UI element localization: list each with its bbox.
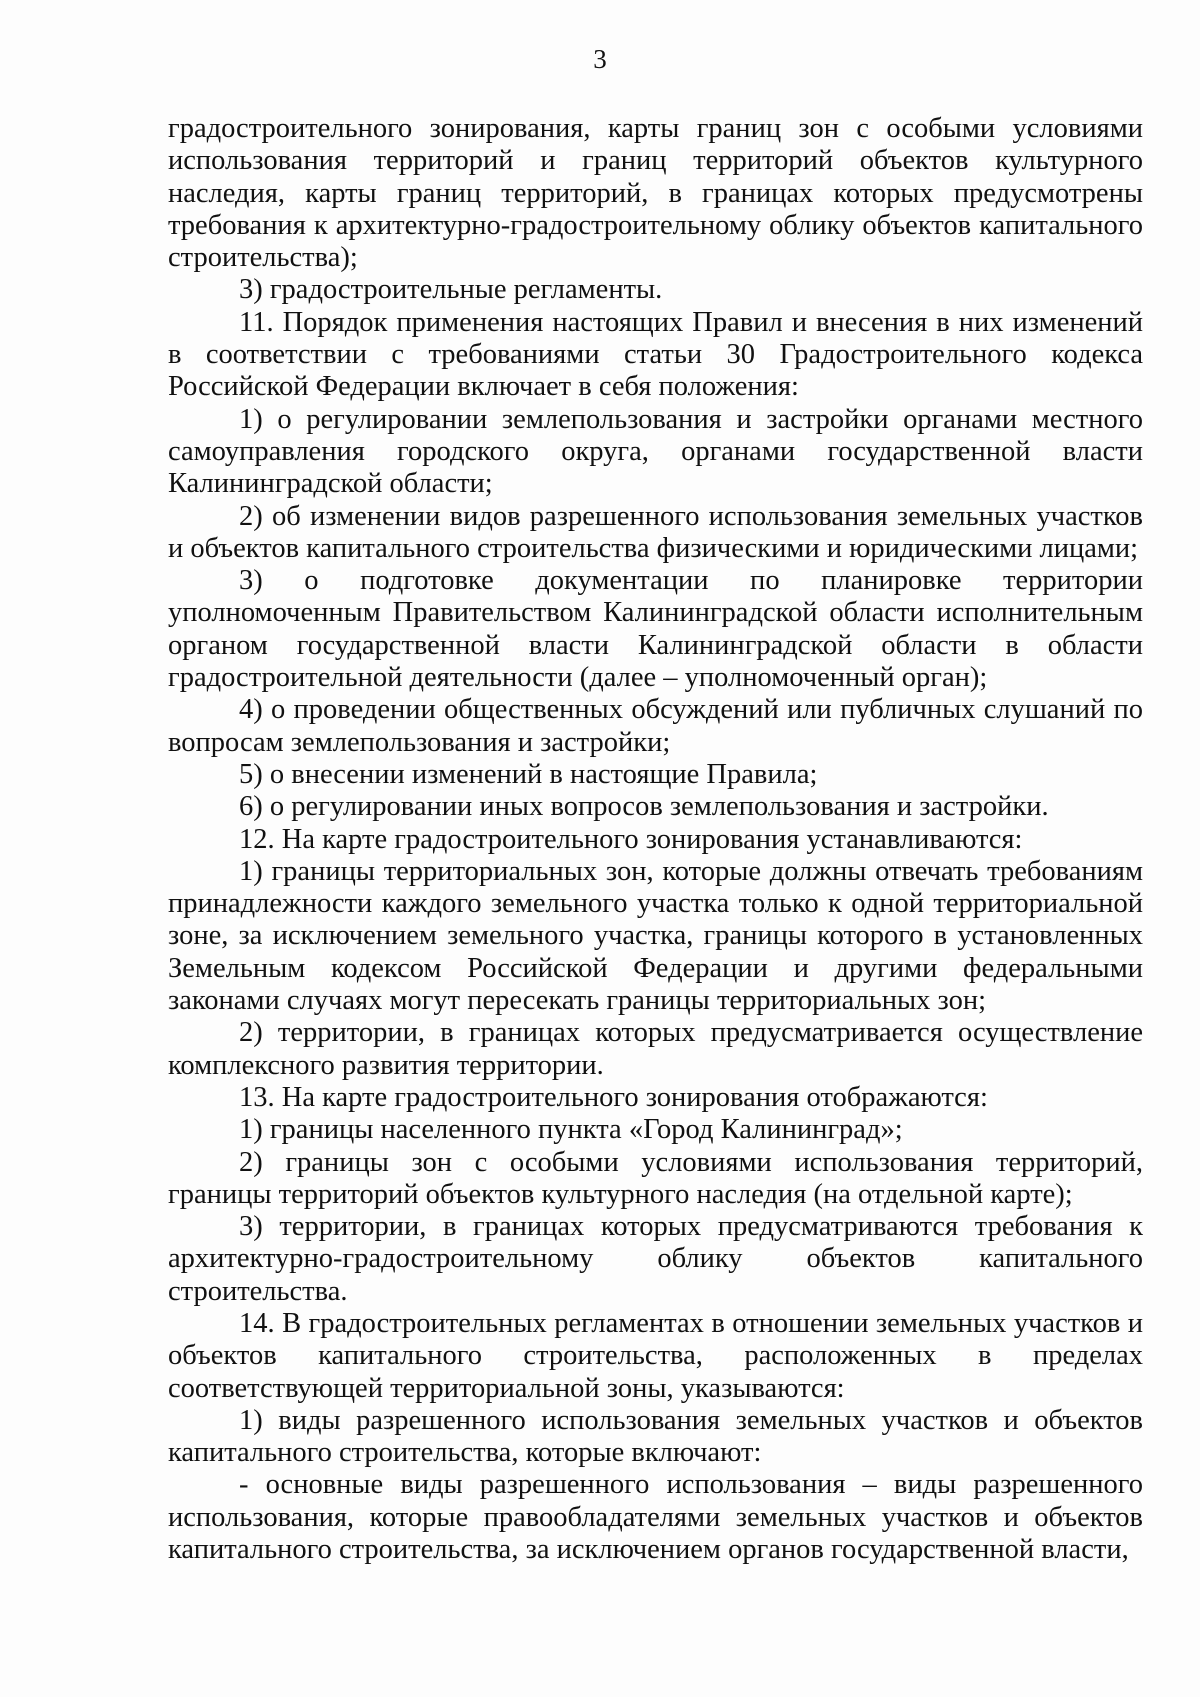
paragraph-13-item-1: 1) границы населенного пункта «Город Калининград»; <box>239 1114 903 1146</box>
paragraph-11-item-3: 3) о подготовке документации по планировке территории уполномоченным Правительством Калининградской области исполнительным органом государственной власти Калининградской области в области градостроительной деятельности (далее – уполномоченный орган); <box>168 565 1143 694</box>
paragraph-11: 11. Порядок применения настоящих Правил и внесения в них изменений в соответствии с требованиями статьи 30 Градостроительного кодекса Российской Федерации включает в себя положения: <box>168 306 1143 403</box>
paragraph-14-item-1: 1) виды разрешенного использования земельных участков и объектов капитального строительства, которые включают: <box>168 1404 1143 1469</box>
paragraph-12: 12. На карте градостроительного зонирования устанавливаются: <box>239 823 1023 855</box>
paragraph-11-item-4: 4) о проведении общественных обсуждений или публичных слушаний по вопросам землепользования и застройки; <box>168 694 1143 758</box>
paragraph-13: 13. На карте градостроительного зонирования отображаются: <box>239 1081 988 1113</box>
paragraph-14: 14. В градостроительных регламентах в отношении земельных участков и объектов капитального строительства, расположенных в пределах соответствующей территориальной зоны, указываются: <box>168 1307 1143 1404</box>
paragraph-14-item-1-bullet: - основные виды разрешенного использования – виды разрешенного использования, которые правообладателями земельных участков и объектов капитального строительства, за исключением органов государственной власти, <box>168 1469 1143 1566</box>
paragraph-continuation: градостроительного зонирования, карты границ зон с особыми условиями использования территорий и границ территорий объектов культурного наследия, карты границ территорий, в границах которых предусмотрены требования к архитектурно-градостроительному облику объектов капитального строительства); <box>168 113 1143 274</box>
document-body <box>168 113 1143 1566</box>
paragraph-11-item-1: 1) о регулировании землепользования и застройки органами местного самоуправления городского округа, органами государственной власти Калининградской области; <box>168 403 1143 500</box>
paragraph-11-item-6: 6) о регулировании иных вопросов землепользования и застройки. <box>239 791 1049 823</box>
paragraph-12-item-1: 1) границы территориальных зон, которые должны отвечать требованиям принадлежности каждого земельного участка только к одной территориальной зоне, за исключением земельного участка, границы которого в установленных Земельным кодексом Российской Федерации и другими федеральными законами случаях могут пересекать границы территориальных зон; <box>168 855 1143 1017</box>
page-number: 3 <box>593 44 607 74</box>
paragraph-11-item-5: 5) о внесении изменений в настоящие Правила; <box>239 758 818 790</box>
paragraph-13-item-2: 2) границы зон с особыми условиями использования территорий, границы территорий объектов культурного наследия (на отдельной карте); <box>168 1146 1143 1210</box>
paragraph-13-item-3: 3) территории, в границах которых предусматриваются требования к архитектурно-градостроительному облику объектов капитального строительства. <box>168 1211 1143 1307</box>
paragraph-11-item-2: 2) об изменении видов разрешенного использования земельных участков и объектов капитального строительства физическими и юридическими лицами; <box>168 500 1143 564</box>
paragraph-12-item-2: 2) территории, в границах которых предусматривается осуществление комплексного развития территории. <box>168 1017 1143 1081</box>
paragraph-item-3-regulations: 3) градостроительные регламенты. <box>239 274 663 306</box>
